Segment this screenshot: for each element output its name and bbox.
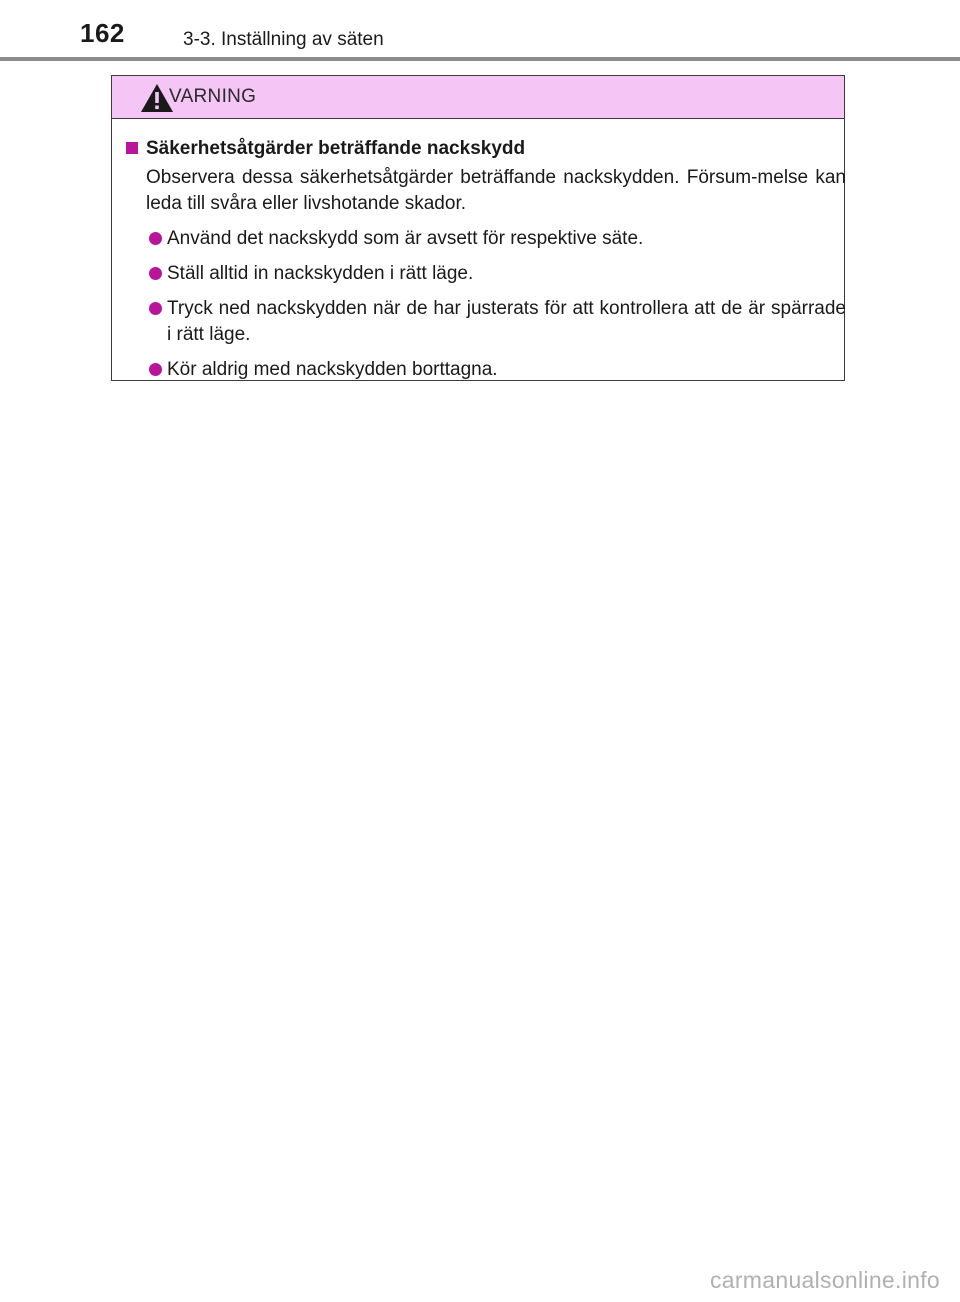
warning-box <box>111 75 845 381</box>
list-item-text: Tryck ned nackskydden när de har justerats för att kontrollera att de är spärrade i rätt läge. <box>167 298 846 345</box>
bullet-icon <box>149 363 162 376</box>
bullet-icon <box>149 302 162 315</box>
warning-title: VARNING <box>169 86 257 107</box>
warning-subheading <box>122 137 834 161</box>
list-item-text: Kör aldrig med nackskydden borttagna. <box>167 359 498 380</box>
section-title: 3-3. Inställning av säten <box>183 29 384 50</box>
square-bullet-icon <box>126 142 138 154</box>
list-item-text: Använd det nackskydd som är avsett för respektive säte. <box>167 228 644 249</box>
list-item <box>167 226 846 252</box>
watermark: carmanualsonline.info <box>709 1267 940 1293</box>
subheading-text: Säkerhetsåtgärder beträffande nackskydd <box>146 138 526 159</box>
warning-intro: Observera dessa säkerhetsåtgärder beträffande nackskydden. Försum-melse kan leda till svåra eller livshotande skador. <box>146 167 846 214</box>
page-header <box>0 0 960 62</box>
list-item <box>167 357 846 383</box>
page-number: 162 <box>80 18 125 48</box>
warning-header <box>112 76 844 119</box>
bullet-icon <box>149 232 162 245</box>
header-divider <box>0 57 960 61</box>
warning-body <box>112 119 844 383</box>
bullet-icon <box>149 267 162 280</box>
list-item <box>167 261 846 287</box>
list-item-text: Ställ alltid in nackskydden i rätt läge. <box>167 263 474 284</box>
list-item <box>167 296 846 348</box>
